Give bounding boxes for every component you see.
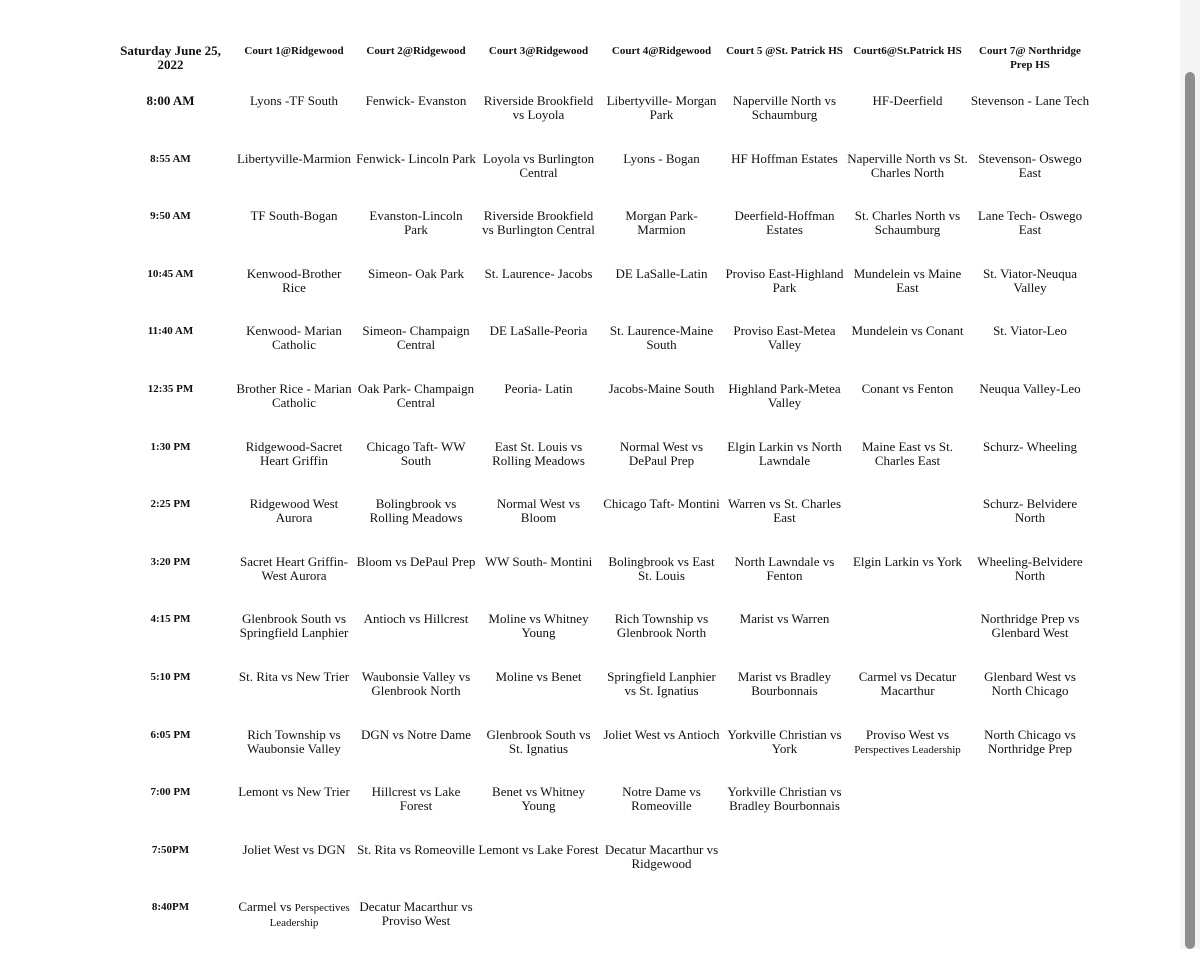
game-cell: Proviso East-Highland Park (725, 265, 844, 295)
game-cell: Waubonsie Valley vs Glenbrook North (361, 668, 471, 698)
time-slot: 6:05 PM (150, 728, 191, 741)
court-3-header: Court 3@Ridgewood (488, 45, 589, 57)
game-cell: Joliet West vs Antioch (603, 726, 720, 742)
game-cell: Benet vs Whitney Young (492, 784, 585, 814)
game-cell: HF-Deerfield (872, 93, 943, 108)
game-cell: TF South-Bogan (250, 208, 338, 224)
court-6-header: Court6@St.Patrick HS (853, 45, 962, 57)
game-cell: Chicago Taft- Montini (603, 496, 720, 512)
game-small-text: Perspectives Leadership (269, 902, 350, 930)
table-row (108, 382, 1091, 440)
game-cell: Maine East vs St. Charles East (862, 438, 953, 468)
time-slot: 8:55 AM (150, 152, 191, 165)
game-cell (723, 900, 846, 958)
game-cell: Naperville North vs Schaumburg (732, 93, 837, 122)
game-cell: Wheeling-Belvidere North (977, 553, 1083, 583)
schedule-date: Saturday June 25, 2022 (120, 43, 221, 72)
game-cell: Springfield Lanphier vs St. Ignatius (607, 668, 716, 698)
game-cell: Deerfield-Hoffman Estates (734, 208, 835, 238)
game-cell: Lane Tech- Oswego East (977, 208, 1083, 238)
time-slot: 7:50PM (151, 843, 190, 856)
game-cell: Sacret Heart Griffin- West Aurora (239, 553, 349, 583)
game-cell: Elgin Larkin vs York (852, 553, 963, 569)
table-row (108, 900, 1091, 958)
game-cell: Riverside Brookfield vs Loyola (483, 93, 594, 122)
header-row (108, 44, 1091, 94)
game-cell: DE LaSalle-Latin (615, 265, 708, 281)
game-cell (477, 900, 600, 958)
game-cell: Normal West vs Bloom (496, 496, 581, 526)
game-cell: Ridgewood-Sacret Heart Griffin (245, 438, 343, 468)
game-cell: North Chicago vs Northridge Prep (984, 726, 1076, 756)
table-row (108, 94, 1091, 152)
game-cell-proviso-west (846, 728, 969, 786)
game-cell (846, 785, 969, 843)
game-cell: Fenwick- Lincoln Park (356, 150, 476, 166)
time-slot: 8:00 AM (146, 93, 195, 108)
game-cell-carmel (233, 900, 355, 958)
game-cell: Kenwood- Marian Catholic (246, 323, 342, 353)
game-cell: Elgin Larkin vs North Lawndale (727, 438, 842, 468)
game-cell: Chicago Taft- WW South (366, 438, 466, 468)
game-cell: Normal West vs DePaul Prep (619, 438, 704, 468)
game-cell: Moline vs Benet (495, 668, 582, 684)
table-row (108, 843, 1091, 901)
schedule-table (108, 44, 1091, 958)
game-cell: Glenbard West vs North Chicago (984, 668, 1076, 698)
game-cell: Carmel vs Decatur Macarthur (858, 668, 957, 698)
vertical-scrollbar[interactable] (1180, 0, 1200, 949)
game-cell: Antioch vs Hillcrest (363, 611, 469, 627)
game-cell: Libertyville-Marmion (236, 150, 352, 166)
game-cell: DE LaSalle-Peoria (489, 323, 588, 339)
time-slot: 9:50 AM (150, 210, 191, 223)
game-cell: HF Hoffman Estates (731, 150, 838, 166)
game-cell: Riverside Brookfield vs Burlington Central (482, 208, 595, 238)
time-slot: 8:40PM (151, 901, 190, 914)
game-cell: North Lawndale vs Fenton (734, 553, 835, 583)
game-cell (846, 843, 969, 901)
game-cell: Simeon- Champaign Central (362, 323, 470, 353)
time-slot: 3:20 PM (150, 555, 191, 568)
game-cell: Loyola vs Burlington Central (482, 150, 595, 180)
game-cell (846, 612, 969, 670)
game-cell: Stevenson- Oswego East (978, 150, 1082, 180)
time-slot: 7:00 PM (150, 786, 191, 799)
game-cell: Simeon- Oak Park (367, 265, 465, 281)
game-cell: Decatur Macarthur vs Proviso West (359, 899, 473, 929)
game-cell: Mundelein vs Conant (851, 323, 964, 339)
table-row (108, 324, 1091, 382)
game-cell: Fenwick- Evanston (365, 93, 467, 108)
game-cell: Ridgewood West Aurora (249, 496, 339, 526)
time-slot: 10:45 AM (147, 267, 194, 280)
game-cell (969, 785, 1091, 843)
table-row (108, 555, 1091, 613)
game-cell: Lemont vs Lake Forest (478, 841, 599, 857)
game-cell: St. Viator-Leo (993, 323, 1067, 339)
court-7-header: Court 7@ Northridge Prep HS (979, 45, 1081, 71)
game-main-text: Carmel vs (238, 899, 292, 915)
table-row (108, 209, 1091, 267)
game-cell: Highland Park-Metea Valley (728, 380, 841, 410)
game-cell (969, 900, 1091, 958)
table-row (108, 497, 1091, 555)
game-cell: Bolingbrook vs Rolling Meadows (369, 496, 463, 526)
game-cell: Evanston-Lincoln Park (369, 208, 463, 238)
scrollbar-thumb[interactable] (1185, 72, 1195, 949)
game-cell: Jacobs-Maine South (608, 380, 715, 396)
game-cell: Notre Dame vs Romeoville (622, 784, 701, 814)
game-cell: East St. Louis vs Rolling Meadows (492, 438, 585, 468)
game-cell: Bloom vs DePaul Prep (356, 553, 476, 569)
time-slot: 11:40 AM (147, 325, 194, 338)
game-cell: Marist vs Warren (739, 611, 830, 627)
game-cell: St. Laurence- Jacobs (484, 265, 593, 281)
table-row (108, 785, 1091, 843)
game-cell: Glenbrook South vs St. Ignatius (486, 726, 591, 756)
game-cell (846, 900, 969, 958)
game-cell (846, 497, 969, 555)
time-slot: 1:30 PM (150, 440, 191, 453)
game-cell: Rich Township vs Waubonsie Valley (247, 726, 341, 756)
game-cell: St. Rita vs New Trier (238, 668, 350, 684)
game-cell: Warren vs St. Charles East (727, 496, 842, 526)
court-1-header: Court 1@Ridgewood (244, 45, 344, 57)
time-slot: 12:35 PM (147, 382, 194, 395)
table-row (108, 728, 1091, 786)
game-small-text: Perspectives Leadership (854, 743, 961, 756)
game-cell: St. Laurence-Maine South (609, 323, 714, 353)
game-cell: Conant vs Fenton (861, 380, 954, 396)
game-cell: Hillcrest vs Lake Forest (371, 784, 461, 814)
game-cell: Naperville North vs St. Charles North (847, 150, 968, 180)
game-cell: Peoria- Latin (504, 380, 573, 396)
court-5-header: Court 5 @St. Patrick HS (726, 45, 843, 57)
game-cell: St. Rita vs Romeoville (357, 841, 475, 857)
game-cell: Schurz- Belvidere North (982, 496, 1078, 526)
time-slot: 2:25 PM (150, 498, 191, 511)
game-cell: Yorkville Christian vs York (727, 726, 842, 756)
game-cell: St. Viator-Neuqua Valley (982, 265, 1078, 295)
game-cell: Proviso East-Metea Valley (733, 323, 836, 353)
time-slot: 5:10 PM (150, 670, 191, 683)
game-cell: Stevenson - Lane Tech (970, 93, 1090, 108)
game-cell: Oak Park- Champaign Central (357, 380, 475, 410)
table-row (108, 670, 1091, 728)
game-main-text: Proviso West vs (865, 726, 950, 742)
game-cell: Schurz- Wheeling (983, 438, 1077, 454)
game-cell: Lyons - Bogan (623, 150, 700, 166)
table-row (108, 440, 1091, 498)
game-cell: WW South- Montini (484, 553, 593, 569)
table-row (108, 612, 1091, 670)
game-cell: St. Charles North vs Schaumburg (854, 208, 961, 238)
game-cell: Brother Rice - Marian Catholic (236, 380, 352, 410)
game-cell: Marist vs Bradley Bourbonnais (737, 668, 832, 698)
game-cell (969, 843, 1091, 901)
court-2-header: Court 2@Ridgewood (366, 45, 466, 57)
game-cell: Bolingbrook vs East St. Louis (608, 553, 715, 583)
game-cell: Moline vs Whitney Young (488, 611, 589, 641)
game-cell: Mundelein vs Maine East (853, 265, 962, 295)
table-row (108, 267, 1091, 325)
court-4-header: Court 4@Ridgewood (611, 45, 712, 57)
game-cell: Morgan Park- Marmion (625, 208, 698, 238)
game-cell (723, 843, 846, 901)
game-cell: Decatur Macarthur vs Ridgewood (604, 841, 719, 871)
time-slot: 4:15 PM (150, 613, 191, 626)
table-row (108, 152, 1091, 210)
game-cell: Glenbrook South vs Springfield Lanphier (239, 611, 349, 641)
game-cell (600, 900, 723, 958)
game-cell: Kenwood-Brother Rice (246, 265, 342, 295)
schedule-body (108, 94, 1091, 958)
game-cell: Lemont vs New Trier (238, 784, 350, 800)
game-cell: Northridge Prep vs Glenbard West (980, 611, 1080, 641)
game-cell: Neuqua Valley-Leo (979, 380, 1081, 396)
game-cell: Lyons -TF South (249, 93, 339, 108)
game-cell: DGN vs Notre Dame (360, 726, 472, 742)
game-cell: Joliet West vs DGN (242, 841, 346, 857)
game-cell: Yorkville Christian vs Bradley Bourbonnais (727, 784, 842, 814)
game-cell: Rich Township vs Glenbrook North (614, 611, 709, 641)
game-cell: Libertyville- Morgan Park (606, 93, 717, 122)
